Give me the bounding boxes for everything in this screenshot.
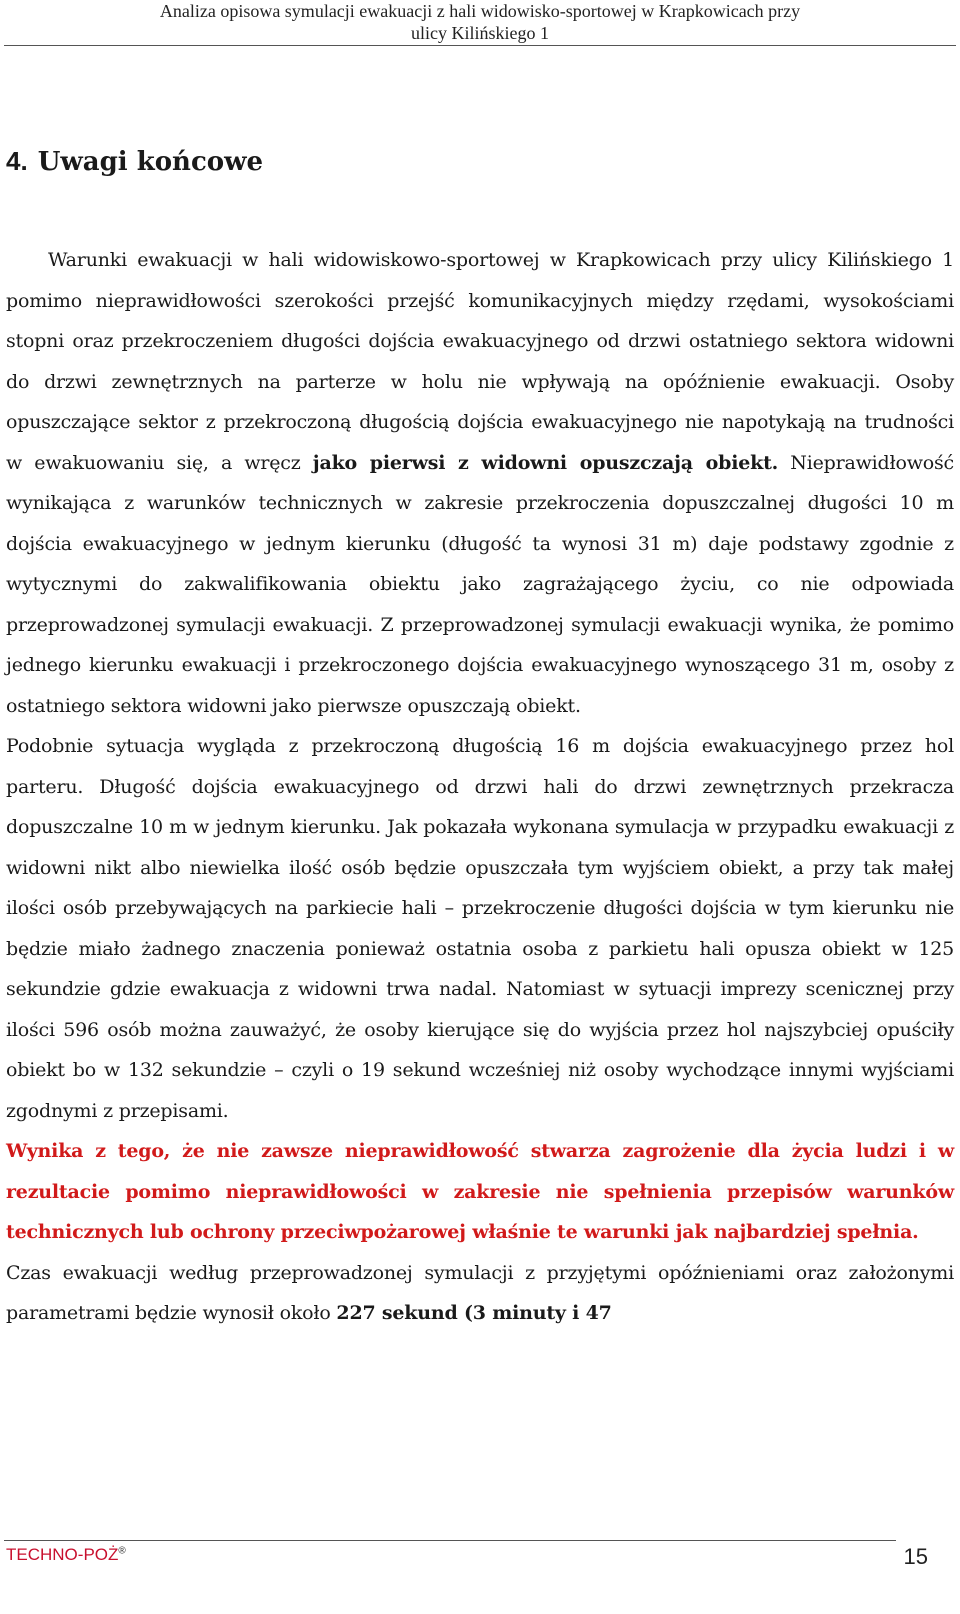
footer-divider [4, 1540, 896, 1541]
footer-brand [6, 1545, 126, 1565]
section-title: Uwagi końcowe [37, 147, 264, 177]
document-body [6, 240, 954, 1334]
paragraph-3-highlight: Wynika z tego, że nie zawsze nieprawidłowość stwarza zagrożenie dla życia ludzi i w rezultacie pomimo nieprawidłowości w zakresie nie spełnienia przepisów warunków technicznych lub ochrony przeciwpożarowej właśnie te warunki jak najbardziej spełnia. [6, 1140, 954, 1243]
running-header-line-2: ulicy Kilińskiego 1 [411, 23, 549, 43]
section-number: 4. [6, 146, 28, 176]
paragraph-1-text-b: Nieprawidłowość wynikająca z warunków technicznych w zakresie przekroczenia dopuszczalnej długości 10 m dojścia ewakuacyjnego w jednym kierunku (długość ta wynosi 31 m) daje podstawy zgodnie z wytycznymi do zakwalifikowania obiektu jako zagrażającego życiu, co nie odpowiada przeprowadzonej symulacji ewakuacji. Z przeprowadzonej symulacji ewakuacji wynika, że pomimo jednego kierunku ewakuacji i przekroczonego dojścia ewakuacyjnego wynoszącego 31 m, osoby z ostatniego sektora widowni jako pierwsze opuszczają obiekt. [6, 451, 954, 717]
paragraph-1-text-a: Warunki ewakuacji w hali widowiskowo-sportowej w Krapkowicach przy ulicy Kilińskiego 1 pomimo nieprawidłowości szerokości przejść komunikacyjnych między rzędami, wysokościami stopni oraz przekroczeniem długości dojścia ewakuacyjnego od drzwi ostatniego sektora widowni do drzwi zewnętrznych na parterze w holu nie wpływają na opóźnienie ewakuacji. Osoby opuszczające sektor z przekroczoną długością dojścia ewakuacyjnego nie napotykają na trudności w ewakuowaniu się, a wręcz [6, 249, 954, 474]
page-number: 15 [903, 1544, 928, 1569]
running-header [0, 0, 960, 44]
header-divider [4, 45, 956, 46]
paragraph-4-bold: 227 sekund (3 minuty i 47 [336, 1302, 612, 1324]
registered-mark: ® [118, 1545, 126, 1557]
paragraph-1 [6, 240, 954, 726]
brand-name: TECHNO-POŻ [6, 1545, 119, 1564]
paragraph-4 [6, 1253, 954, 1334]
paragraph-2: Podobnie sytuacja wygląda z przekroczoną długością 16 m dojścia ewakuacyjnego przez hol parteru. Długość dojścia ewakuacyjnego od drzwi hali do drzwi zewnętrznych przekracza dopuszczalne 10 m w jednym kierunku. Jak pokazała wykonana symulacja w przypadku ewakuacji z widowni nikt albo niewielka ilość osób będzie opuszczała tym wyjściem obiekt, a przy tak małej ilości osób przebywających na parkiecie hali – przekroczenie długości dojścia w tym kierunku nie będzie miało żadnego znaczenia ponieważ ostatnia osoba z parkietu hali opusza obiekt w 125 sekundzie gdzie ewakuacja z widowni trwa nadal. Natomiast w sytuacji imprezy scenicznej przy ilości 596 osób można zauważyć, że osoby kierujące się do wyjścia przez hol najszybciej opuściły obiekt bo w 132 sekundzie – czyli o 19 sekund wcześniej niż osoby wychodzące innymi wyjściami zgodnymi z przepisami. [6, 735, 954, 1122]
section-heading [6, 143, 263, 180]
paragraph-4-text: Czas ewakuacji według przeprowadzonej symulacji z przyjętymi opóźnieniami oraz założonymi parametrami będzie wynosił około [6, 1261, 954, 1324]
running-header-line-1: Analiza opisowa symulacji ewakuacji z hali widowisko-sportowej w Krapkowicach przy [159, 1, 801, 21]
paragraph-1-bold: jako pierwsi z widowni opuszczają obiekt. [312, 451, 779, 474]
